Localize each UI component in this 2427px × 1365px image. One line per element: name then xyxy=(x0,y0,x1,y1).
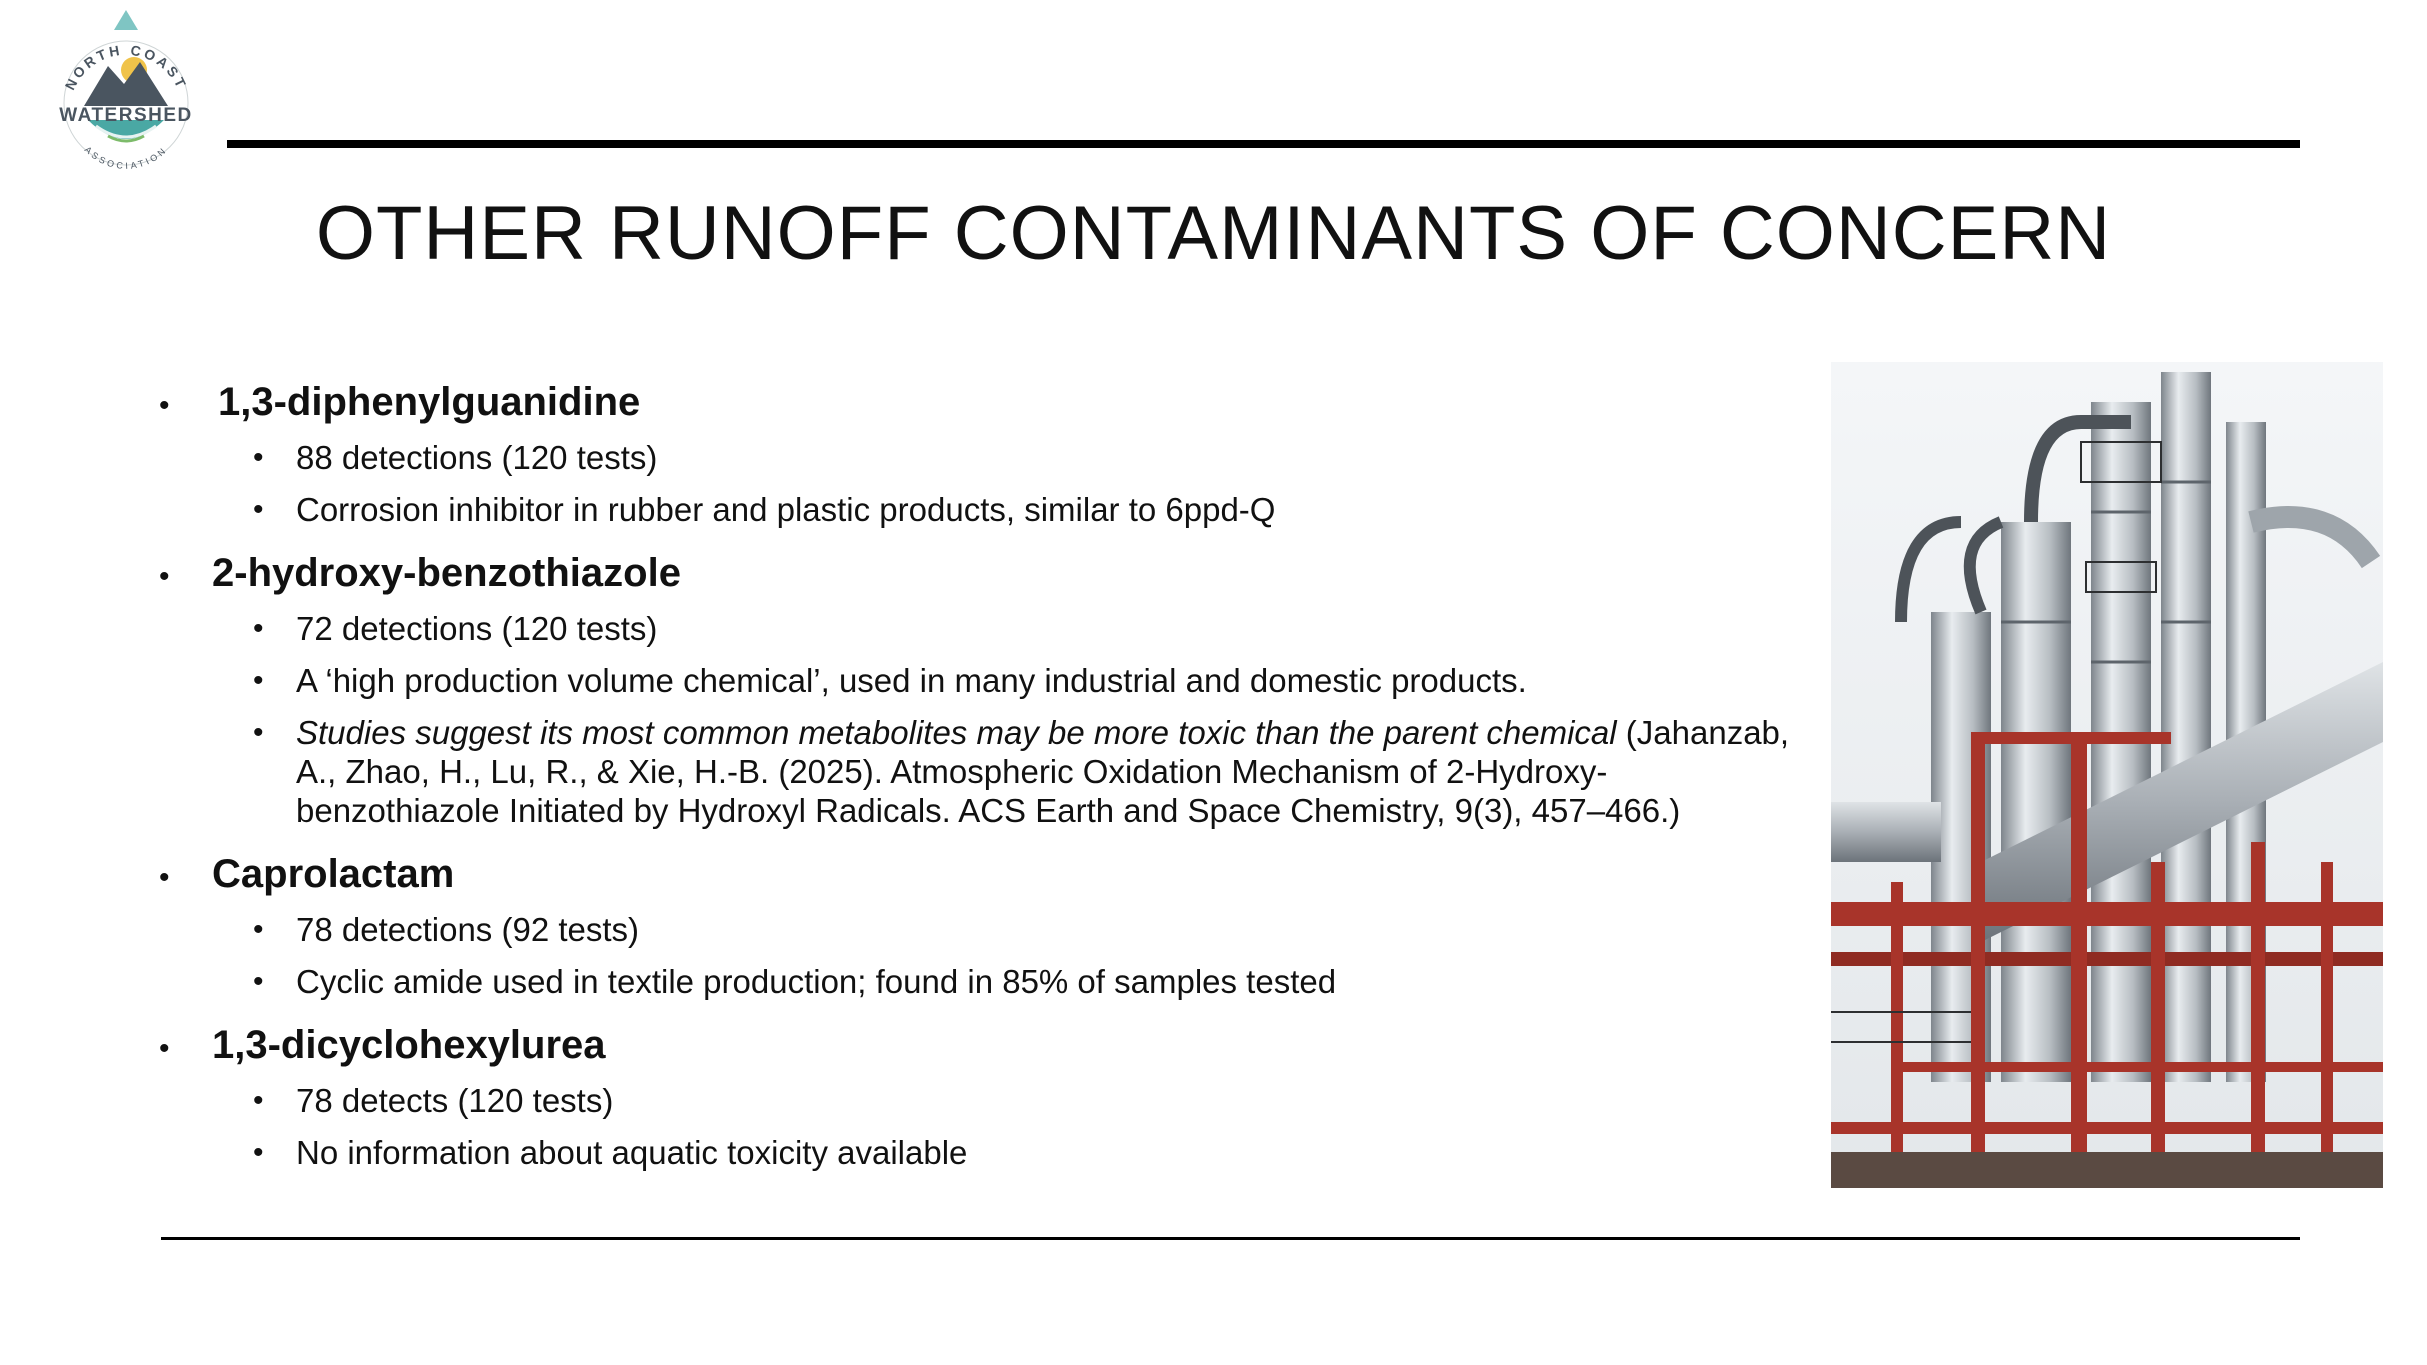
detail-line xyxy=(155,1081,1795,1120)
contaminant-item xyxy=(155,852,1795,1001)
contaminant-heading: 1,3-dicyclohexylurea xyxy=(212,1023,606,1067)
contaminant-list xyxy=(155,380,1795,1194)
bullet-icon: • xyxy=(159,560,170,593)
contaminant-item xyxy=(155,551,1795,830)
sub-bullet-icon: • xyxy=(253,612,264,645)
detail-text: Corrosion inhibitor in rubber and plastic products, similar to 6ppd-Q xyxy=(296,491,1276,528)
detail-line xyxy=(155,910,1795,949)
detail-text: A ‘high production volume chemical’, used in many industrial and domestic products. xyxy=(296,662,1527,699)
detail-line xyxy=(155,490,1795,529)
svg-text:WATERSHED: WATERSHED xyxy=(59,105,193,126)
bullet-icon: • xyxy=(159,1032,170,1065)
sub-bullet-icon: • xyxy=(253,441,264,474)
contaminant-heading: 2-hydroxy-benzothiazole xyxy=(212,551,681,595)
contaminant-heading: 1,3-diphenylguanidine xyxy=(218,380,641,424)
detail-text: 78 detections (92 tests) xyxy=(296,911,640,948)
logo-emblem-icon xyxy=(36,8,216,188)
contaminant-item xyxy=(155,1023,1795,1172)
detail-line xyxy=(155,1133,1795,1172)
detail-line xyxy=(155,962,1795,1001)
bullet-icon: • xyxy=(159,389,170,422)
detail-text: 72 detections (120 tests) xyxy=(296,610,658,647)
study-summary: Studies suggest its most common metabolites may be more toxic than the parent chemical xyxy=(296,714,1617,751)
industrial-refinery-photo xyxy=(1831,362,2383,1188)
svg-text:ASSOCIATION: ASSOCIATION xyxy=(82,144,170,171)
sub-bullet-icon: • xyxy=(253,1084,264,1117)
contaminant-heading: Caprolactam xyxy=(212,852,455,896)
bullet-icon: • xyxy=(159,861,170,894)
north-coast-watershed-logo xyxy=(36,8,216,188)
study-citation: (Jahanzab, A., Zhao, H., Lu, R., & Xie, H.-B. (2025). Atmospheric Oxidation Mechanism of 2-Hydroxy-benzothiazole Initiated by Hydroxyl Radicals. ACS Earth and Space Chemistry, 9(3), 457–466.) xyxy=(296,714,1790,829)
sub-bullet-icon: • xyxy=(253,913,264,946)
detail-text: 88 detections (120 tests) xyxy=(296,439,658,476)
detail-text: 78 detects (120 tests) xyxy=(296,1082,614,1119)
contaminant-item xyxy=(155,380,1795,529)
bottom-divider xyxy=(161,1237,2300,1240)
sub-bullet-icon: • xyxy=(253,493,264,526)
detail-line xyxy=(155,713,1795,830)
detail-line xyxy=(155,438,1795,477)
sub-bullet-icon: • xyxy=(253,716,264,749)
page-title: OTHER RUNOFF CONTAMINANTS OF CONCERN xyxy=(315,191,2112,276)
top-divider xyxy=(227,140,2300,148)
refinery-illustration-icon xyxy=(1831,362,2383,1188)
detail-line xyxy=(155,661,1795,700)
detail-text: No information about aquatic toxicity available xyxy=(296,1134,968,1171)
sub-bullet-icon: • xyxy=(253,965,264,998)
sub-bullet-icon: • xyxy=(253,1136,264,1169)
sub-bullet-icon: • xyxy=(253,664,264,697)
svg-text:NORTH COAST: NORTH COAST xyxy=(61,41,191,93)
detail-text: Cyclic amide used in textile production; found in 85% of samples tested xyxy=(296,963,1337,1000)
detail-line xyxy=(155,609,1795,648)
